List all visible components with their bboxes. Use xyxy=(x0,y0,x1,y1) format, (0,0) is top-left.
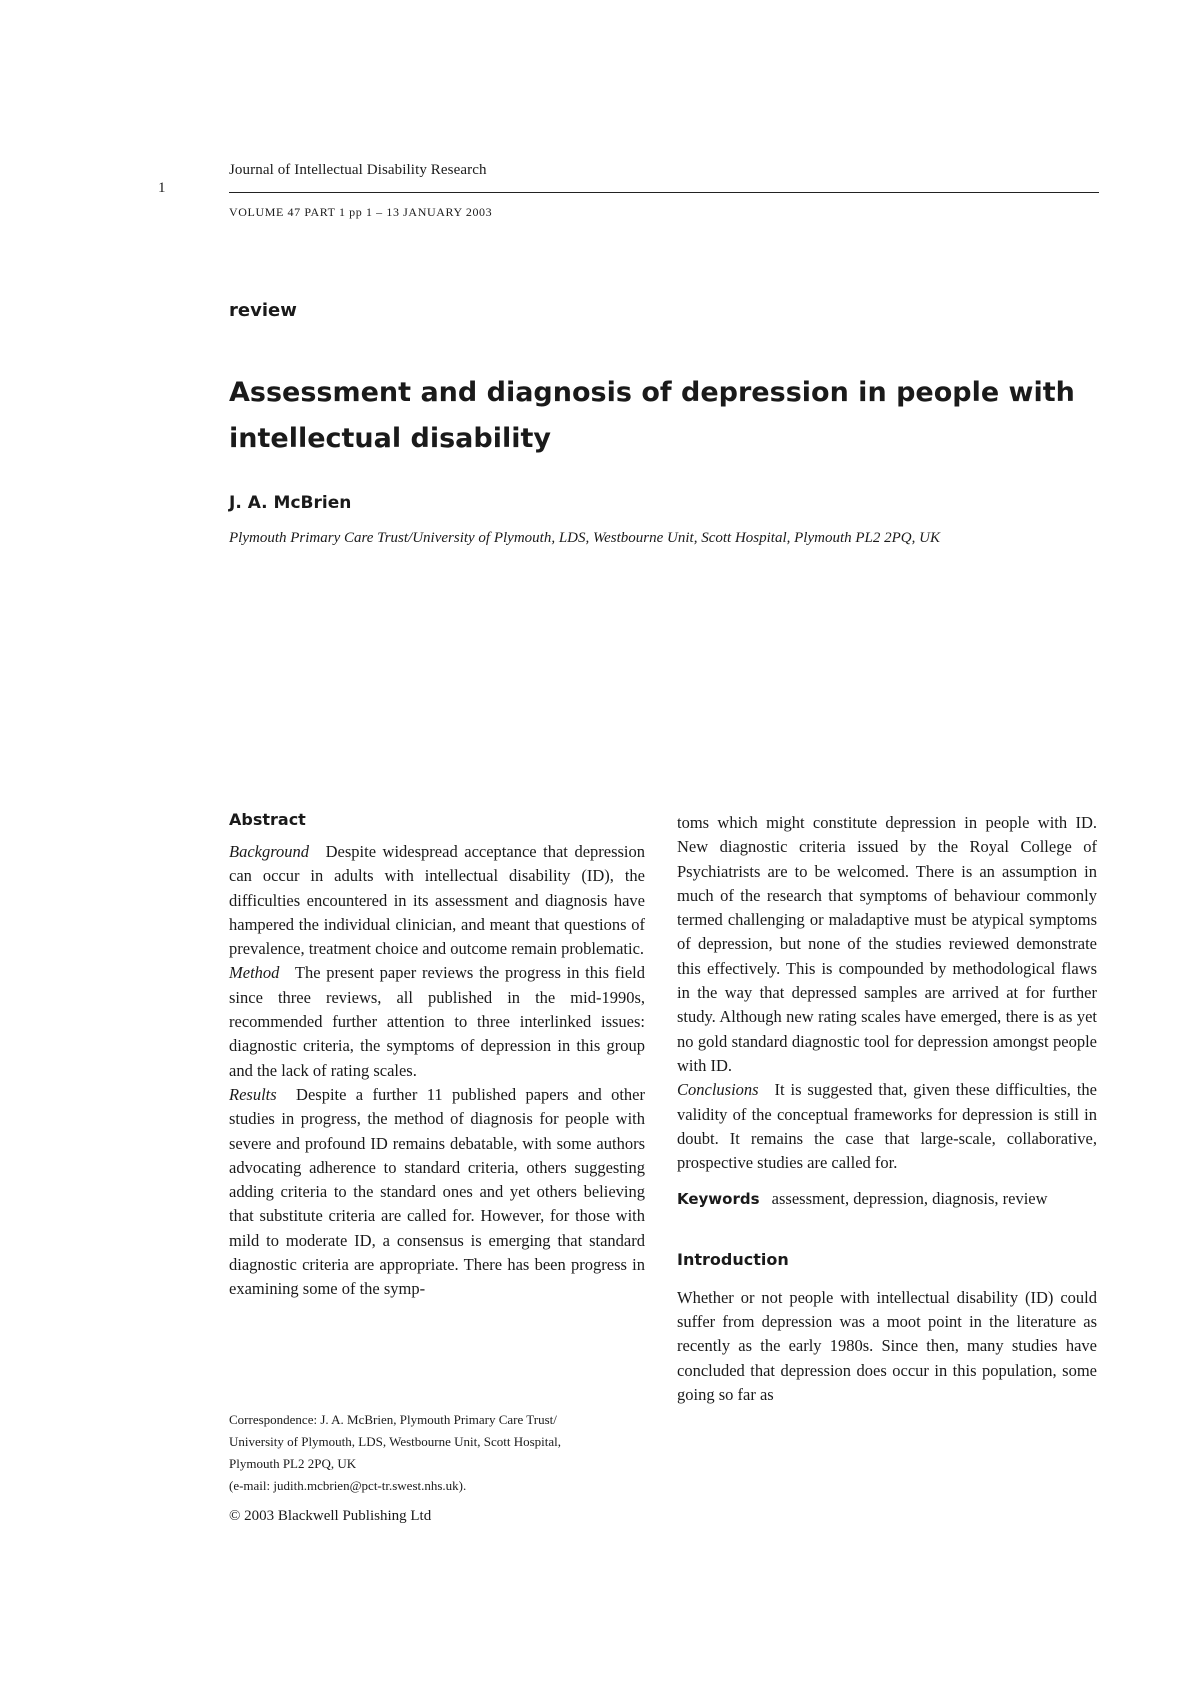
author-affiliation: Plymouth Primary Care Trust/University of Plymouth, LDS, Westbourne Unit, Scott Hospital, Plymouth PL2 2PQ, UK xyxy=(229,530,940,546)
volume-issue-line: VOLUME 47 PART 1 pp 1 – 13 JANUARY 2003 xyxy=(229,205,493,219)
conclusions-label: Conclusions xyxy=(677,1080,759,1100)
author-name: J. A. McBrien xyxy=(229,493,352,513)
results-text-part1: Despite a further 11 published papers and other studies in progress, the method of diagnosis for people with severe and profound ID remains debatable, with some authors advocating adherence to standard criteria, others suggesting adding criteria to the standard ones and yet others believing that substitute criteria are called for. However, for those with mild to moderate ID, a consensus is emerging that standard diagnostic criteria are appropriate. There has been progress in examining some of the symp- xyxy=(229,1084,645,1299)
page-number: 1 xyxy=(158,180,166,196)
results-text-part2: toms which might constitute depression in people with ID. New diagnostic criteria issued by the Royal College of Psychiatrists are to be welcomed. There is an assumption in much of the research that symptoms of behaviour commonly termed challenging or maladaptive must be atypical symptoms of depression, but none of the studies reviewed demonstrate this effectively. This is compounded by methodological flaws in the way that depressed samples are arrived at for further study. Although new rating scales have emerged, there is as yet no gold standard diagnostic tool for depression amongst people with ID. xyxy=(677,813,1097,1075)
method-label: Method xyxy=(229,963,280,983)
abstract-results xyxy=(229,1083,645,1302)
correspondence-line: Plymouth PL2 2PQ, UK xyxy=(229,1456,357,1471)
introduction-text: Whether or not people with intellectual disability (ID) could suffer from depression was a moot point in the literature as recently as the early 1980s. Since then, many studies have concluded that depression does occur in this population, some going so far as xyxy=(677,1287,1097,1404)
results-label: Results xyxy=(229,1084,277,1104)
abstract-left-column xyxy=(229,808,645,1302)
conclusions-text: It is suggested that, given these difficulties, the validity of the conceptual frameworks for depression is still in doubt. It remains the case that large-scale, collaborative, prospective studies are called for. xyxy=(677,1080,1097,1173)
header-rule xyxy=(229,192,1099,193)
abstract-heading: Abstract xyxy=(229,810,306,829)
abstract-method xyxy=(229,961,645,1082)
abstract-results-continued xyxy=(677,811,1097,1078)
article-type: review xyxy=(229,300,297,321)
keywords-line xyxy=(677,1187,1097,1211)
background-text: Despite widespread acceptance that depression can occur in adults with intellectual disability (ID), the difficulties encountered in its assessment and diagnosis have hampered the individual clinician, and meant that questions of prevalence, treatment choice and outcome remain problematic. xyxy=(229,842,646,959)
keywords-label: Keywords xyxy=(677,1190,760,1209)
correspondence-line: Correspondence: J. A. McBrien, Plymouth Primary Care Trust/ xyxy=(229,1412,557,1427)
journal-name: Journal of Intellectual Disability Research xyxy=(229,162,487,178)
correspondence-line: University of Plymouth, LDS, Westbourne Unit, Scott Hospital, xyxy=(229,1434,562,1449)
background-label: Background xyxy=(229,842,310,861)
keywords-list: assessment, depression, diagnosis, review xyxy=(771,1189,1048,1209)
copyright-notice: © 2003 Blackwell Publishing Ltd xyxy=(229,1508,432,1524)
abstract-conclusions xyxy=(677,1078,1097,1175)
method-text: The present paper reviews the progress in this field since three reviews, all published in the mid-1990s, recommended further attention to three interlinked issues: diagnostic criteria, the symptoms of depression in this group and the lack of rating scales. xyxy=(229,963,646,1080)
right-column xyxy=(677,811,1097,1407)
correspondence-note xyxy=(229,1409,649,1497)
correspondence-email: (e-mail: judith.mcbrien@pct-tr.swest.nhs.uk). xyxy=(229,1478,467,1493)
article-title: Assessment and diagnosis of depression in people with intellectual disability xyxy=(229,377,1075,454)
introduction-heading: Introduction xyxy=(677,1249,789,1269)
abstract-background xyxy=(229,840,645,961)
